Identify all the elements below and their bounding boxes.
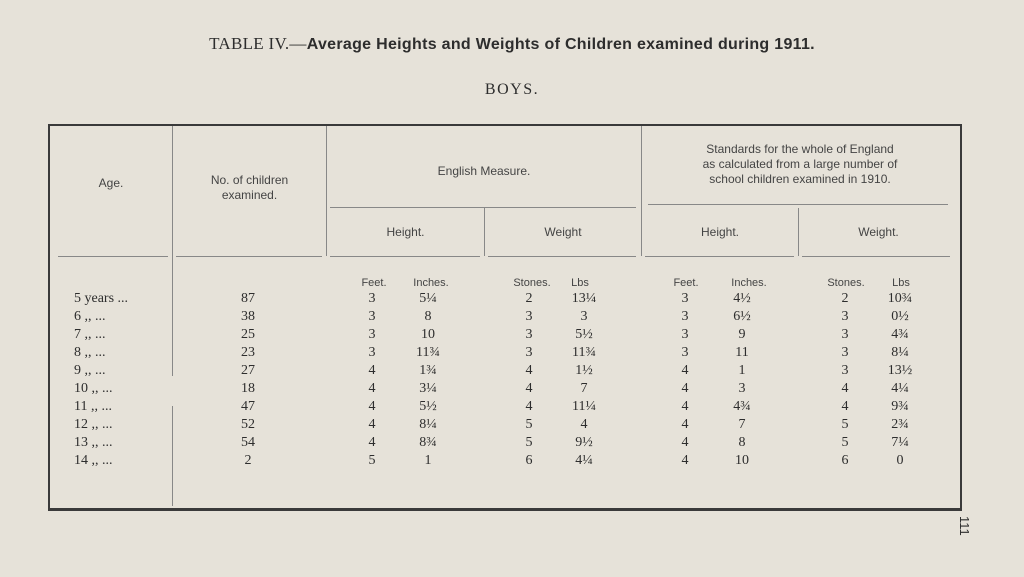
row-cell-in: 8 [424, 309, 432, 324]
row-cell-sst: 4 [841, 399, 849, 414]
row-cell-sin: 9 [738, 327, 746, 342]
row-cell-n: 27 [241, 363, 255, 378]
row-cell-ft: 5 [368, 453, 376, 468]
row-cell-sft: 3 [681, 291, 689, 306]
row-age: 10 ,, ... [74, 381, 113, 396]
row-cell-sft: 3 [681, 345, 689, 360]
header-standards-line1: Standards for the whole of England [706, 142, 894, 156]
row-cell-sft: 3 [681, 309, 689, 324]
row-cell-slb: 10¾ [887, 291, 913, 306]
row-cell-sft: 4 [681, 417, 689, 432]
unit-std-lbs: Lbs [892, 277, 910, 289]
row-cell-n: 38 [241, 309, 255, 324]
row-cell-n: 23 [241, 345, 255, 360]
row-cell-in: 1¾ [419, 363, 437, 378]
row-cell-slb: 0½ [891, 309, 909, 324]
title-main: Average Heights and Weights of Children examined during 1911. [306, 36, 815, 53]
header-weight: Weight [544, 225, 582, 239]
row-cell-in: 5¼ [419, 291, 437, 306]
row-cell-sst: 2 [841, 291, 849, 306]
header-children-line2: examined. [221, 188, 278, 202]
header-bottom-rule [330, 256, 480, 257]
row-cell-slb: 8¼ [891, 345, 909, 360]
row-cell-lb: 11¾ [572, 345, 596, 360]
row-cell-st: 4 [525, 363, 533, 378]
row-cell-n: 18 [241, 381, 255, 396]
row-age: 11 ,, ... [74, 399, 112, 414]
row-cell-n: 47 [241, 399, 255, 414]
row-cell-ft: 3 [368, 309, 376, 324]
header-children-line1: No. of children [210, 173, 289, 187]
unit-lbs: Lbs [571, 277, 589, 289]
row-cell-sft: 4 [681, 399, 689, 414]
row-cell-slb: 0 [896, 453, 904, 468]
row-cell-ft: 4 [368, 435, 376, 450]
row-cell-st: 3 [525, 327, 533, 342]
row-cell-slb: 9¾ [891, 399, 909, 414]
row-cell-in: 3¼ [419, 381, 437, 396]
row-cell-sst: 5 [841, 435, 849, 450]
header-bottom-rule [58, 256, 168, 257]
page-number: 111 [957, 516, 972, 536]
row-cell-n: 25 [241, 327, 255, 342]
row-cell-lb: 4¼ [575, 453, 593, 468]
row-cell-sin: 3 [738, 381, 746, 396]
header-std-height: Height. [700, 225, 740, 239]
row-cell-sin: 4½ [733, 291, 751, 306]
row-cell-lb: 4 [580, 417, 588, 432]
row-cell-sin: 6½ [733, 309, 751, 324]
header-divider [648, 204, 948, 205]
row-cell-st: 2 [525, 291, 533, 306]
row-cell-lb: 9½ [575, 435, 593, 450]
header-age: Age. [98, 176, 124, 190]
row-cell-sst: 6 [841, 453, 849, 468]
row-cell-st: 5 [525, 435, 533, 450]
row-age: 13 ,, ... [74, 435, 113, 450]
row-cell-st: 3 [525, 345, 533, 360]
row-cell-st: 4 [525, 381, 533, 396]
row-cell-n: 87 [241, 291, 255, 306]
subtitle: BOYS. [484, 81, 540, 98]
row-cell-sft: 4 [681, 453, 689, 468]
row-cell-sst: 3 [841, 363, 849, 378]
header-divider [330, 207, 636, 208]
row-age: 5 years ... [74, 291, 129, 306]
row-cell-ft: 3 [368, 327, 376, 342]
row-cell-lb: 1½ [575, 363, 593, 378]
header-std-weight: Weight. [858, 225, 899, 239]
row-cell-in: 10 [421, 327, 435, 342]
row-cell-sst: 4 [841, 381, 849, 396]
unit-feet: Feet. [361, 277, 387, 289]
row-cell-slb: 13½ [887, 363, 913, 378]
row-cell-sin: 10 [735, 453, 749, 468]
row-cell-lb: 11¼ [572, 399, 596, 414]
row-cell-sft: 4 [681, 435, 689, 450]
row-cell-slb: 4¼ [891, 381, 909, 396]
row-cell-n: 2 [244, 453, 252, 468]
row-cell-sst: 5 [841, 417, 849, 432]
row-cell-ft: 4 [368, 363, 376, 378]
row-cell-st: 5 [525, 417, 533, 432]
row-cell-slb: 4¾ [891, 327, 909, 342]
header-bottom-rule [802, 256, 950, 257]
row-cell-sft: 4 [681, 381, 689, 396]
header-bottom-rule [645, 256, 794, 257]
row-cell-sin: 4¾ [733, 399, 751, 414]
unit-std-inches: Inches. [731, 277, 767, 289]
header-bottom-rule [176, 256, 322, 257]
row-cell-st: 6 [525, 453, 533, 468]
header-height: Height. [386, 225, 425, 239]
row-cell-n: 52 [241, 417, 255, 432]
row-cell-sst: 3 [841, 327, 849, 342]
row-cell-in: 1 [424, 453, 432, 468]
row-cell-lb: 7 [580, 381, 588, 396]
row-cell-sft: 3 [681, 327, 689, 342]
row-cell-ft: 4 [368, 399, 376, 414]
row-cell-ft: 3 [368, 291, 376, 306]
unit-std-stones: Stones. [827, 277, 865, 289]
row-age: 6 ,, ... [74, 309, 106, 324]
header-standards-line2: as calculated from a large number of [702, 157, 898, 171]
row-cell-lb: 5½ [575, 327, 593, 342]
row-cell-sin: 11 [735, 345, 749, 360]
header-bottom-rule [488, 256, 636, 257]
row-cell-in: 8¾ [419, 435, 437, 450]
row-cell-ft: 3 [368, 345, 376, 360]
row-age: 12 ,, ... [74, 417, 113, 432]
row-cell-in: 8¼ [419, 417, 437, 432]
row-cell-st: 4 [525, 399, 533, 414]
unit-inches: Inches. [413, 277, 449, 289]
row-cell-lb: 3 [580, 309, 588, 324]
row-cell-n: 54 [241, 435, 255, 450]
row-cell-slb: 7¼ [891, 435, 909, 450]
header-english-measure: English Measure. [437, 164, 531, 178]
row-cell-sft: 4 [681, 363, 689, 378]
row-age: 8 ,, ... [74, 345, 106, 360]
header-standards-line3: school children examined in 1910. [709, 172, 891, 186]
row-cell-st: 3 [525, 309, 533, 324]
row-cell-sin: 7 [738, 417, 746, 432]
row-age: 7 ,, ... [74, 327, 106, 342]
row-cell-sin: 1 [738, 363, 746, 378]
table-title [0, 34, 1024, 54]
row-cell-ft: 4 [368, 417, 376, 432]
row-cell-sin: 8 [738, 435, 746, 450]
row-cell-sst: 3 [841, 309, 849, 324]
header-standards [642, 142, 958, 187]
row-cell-in: 11¾ [416, 345, 440, 360]
header-children [173, 173, 326, 203]
unit-stones: Stones. [513, 277, 551, 289]
row-cell-slb: 2¾ [891, 417, 909, 432]
unit-std-feet: Feet. [673, 277, 699, 289]
row-age: 14 ,, ... [74, 453, 113, 468]
row-cell-ft: 4 [368, 381, 376, 396]
row-cell-lb: 13¼ [571, 291, 597, 306]
row-cell-in: 5½ [419, 399, 437, 414]
title-prefix: TABLE IV.— [209, 34, 307, 53]
row-cell-sst: 3 [841, 345, 849, 360]
row-age: 9 ,, ... [74, 363, 106, 378]
